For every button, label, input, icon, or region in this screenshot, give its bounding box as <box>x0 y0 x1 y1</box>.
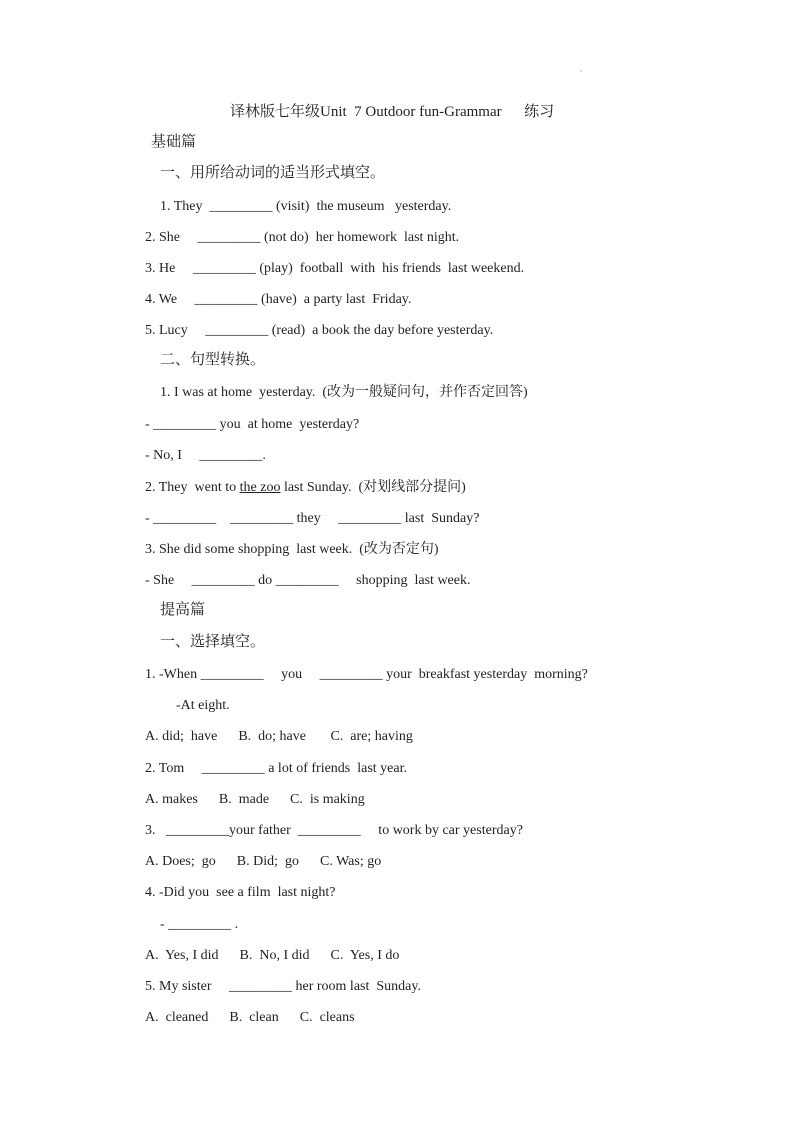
transform-q1-answer-b: - No, I _________. <box>145 448 266 463</box>
section-advanced-heading: 提高篇 <box>160 602 206 618</box>
choice-q4-options: A. Yes, I did B. No, I did C. Yes, I do <box>145 948 400 963</box>
choice-q4-sub: - _________ . <box>160 917 239 932</box>
fill-item-2: 2. She _________ (not do) her homework last night. <box>145 230 460 245</box>
choice-q1-stem: 1. -When _________ you _________ your breakfast yesterday morning? <box>145 667 588 682</box>
transform-q3-prompt: 3. She did some shopping last week. (改为否定句) <box>145 542 439 557</box>
choice-q4-stem: 4. -Did you see a film last night? <box>145 885 336 900</box>
choice-q5-options: A. cleaned B. clean C. cleans <box>145 1010 355 1025</box>
fill-item-3: 3. He _________ (play) football with his friends last weekend. <box>145 261 525 276</box>
transform-q2-underlined: the zoo <box>239 480 281 495</box>
scan-speck <box>580 70 582 72</box>
part-fill-in-heading: 一、用所给动词的适当形式填空。 <box>160 165 386 181</box>
section-basic-heading: 基础篇 <box>151 134 197 150</box>
choice-q1-sub: -At eight. <box>176 698 230 713</box>
transform-q2-answer: - _________ _________ they _________ last Sunday? <box>145 511 480 526</box>
transform-q2-prompt-before: 2. They went to <box>145 480 240 495</box>
choice-q3-options: A. Does; go B. Did; go C. Was; go <box>145 854 382 869</box>
part-choice-heading: 一、选择填空。 <box>160 634 266 650</box>
fill-item-5: 5. Lucy _________ (read) a book the day before yesterday. <box>145 323 494 338</box>
page-title: 译林版七年级Unit 7 Outdoor fun-Grammar 练习 <box>230 104 555 120</box>
transform-q2-prompt-after: last Sunday. (对划线部分提问) <box>280 480 466 495</box>
fill-item-4: 4. We _________ (have) a party last Friday. <box>145 292 412 307</box>
part-transform-heading: 二、句型转换。 <box>160 352 266 368</box>
transform-q1-answer-a: - _________ you at home yesterday? <box>145 417 360 432</box>
choice-q1-options: A. did; have B. do; have C. are; having <box>145 729 413 744</box>
choice-q2-options: A. makes B. made C. is making <box>145 792 365 807</box>
transform-q2-prompt <box>145 479 466 497</box>
choice-q3-stem: 3. _________your father _________ to work by car yesterday? <box>145 823 523 838</box>
transform-q1-prompt: 1. I was at home yesterday. (改为一般疑问句，并作否定回答) <box>160 385 528 400</box>
choice-q5-stem: 5. My sister _________ her room last Sunday. <box>145 979 421 994</box>
fill-item-1: 1. They _________ (visit) the museum yesterday. <box>160 199 452 214</box>
choice-q2-stem: 2. Tom _________ a lot of friends last year. <box>145 761 408 776</box>
transform-q3-answer: - She _________ do _________ shopping last week. <box>145 573 471 588</box>
